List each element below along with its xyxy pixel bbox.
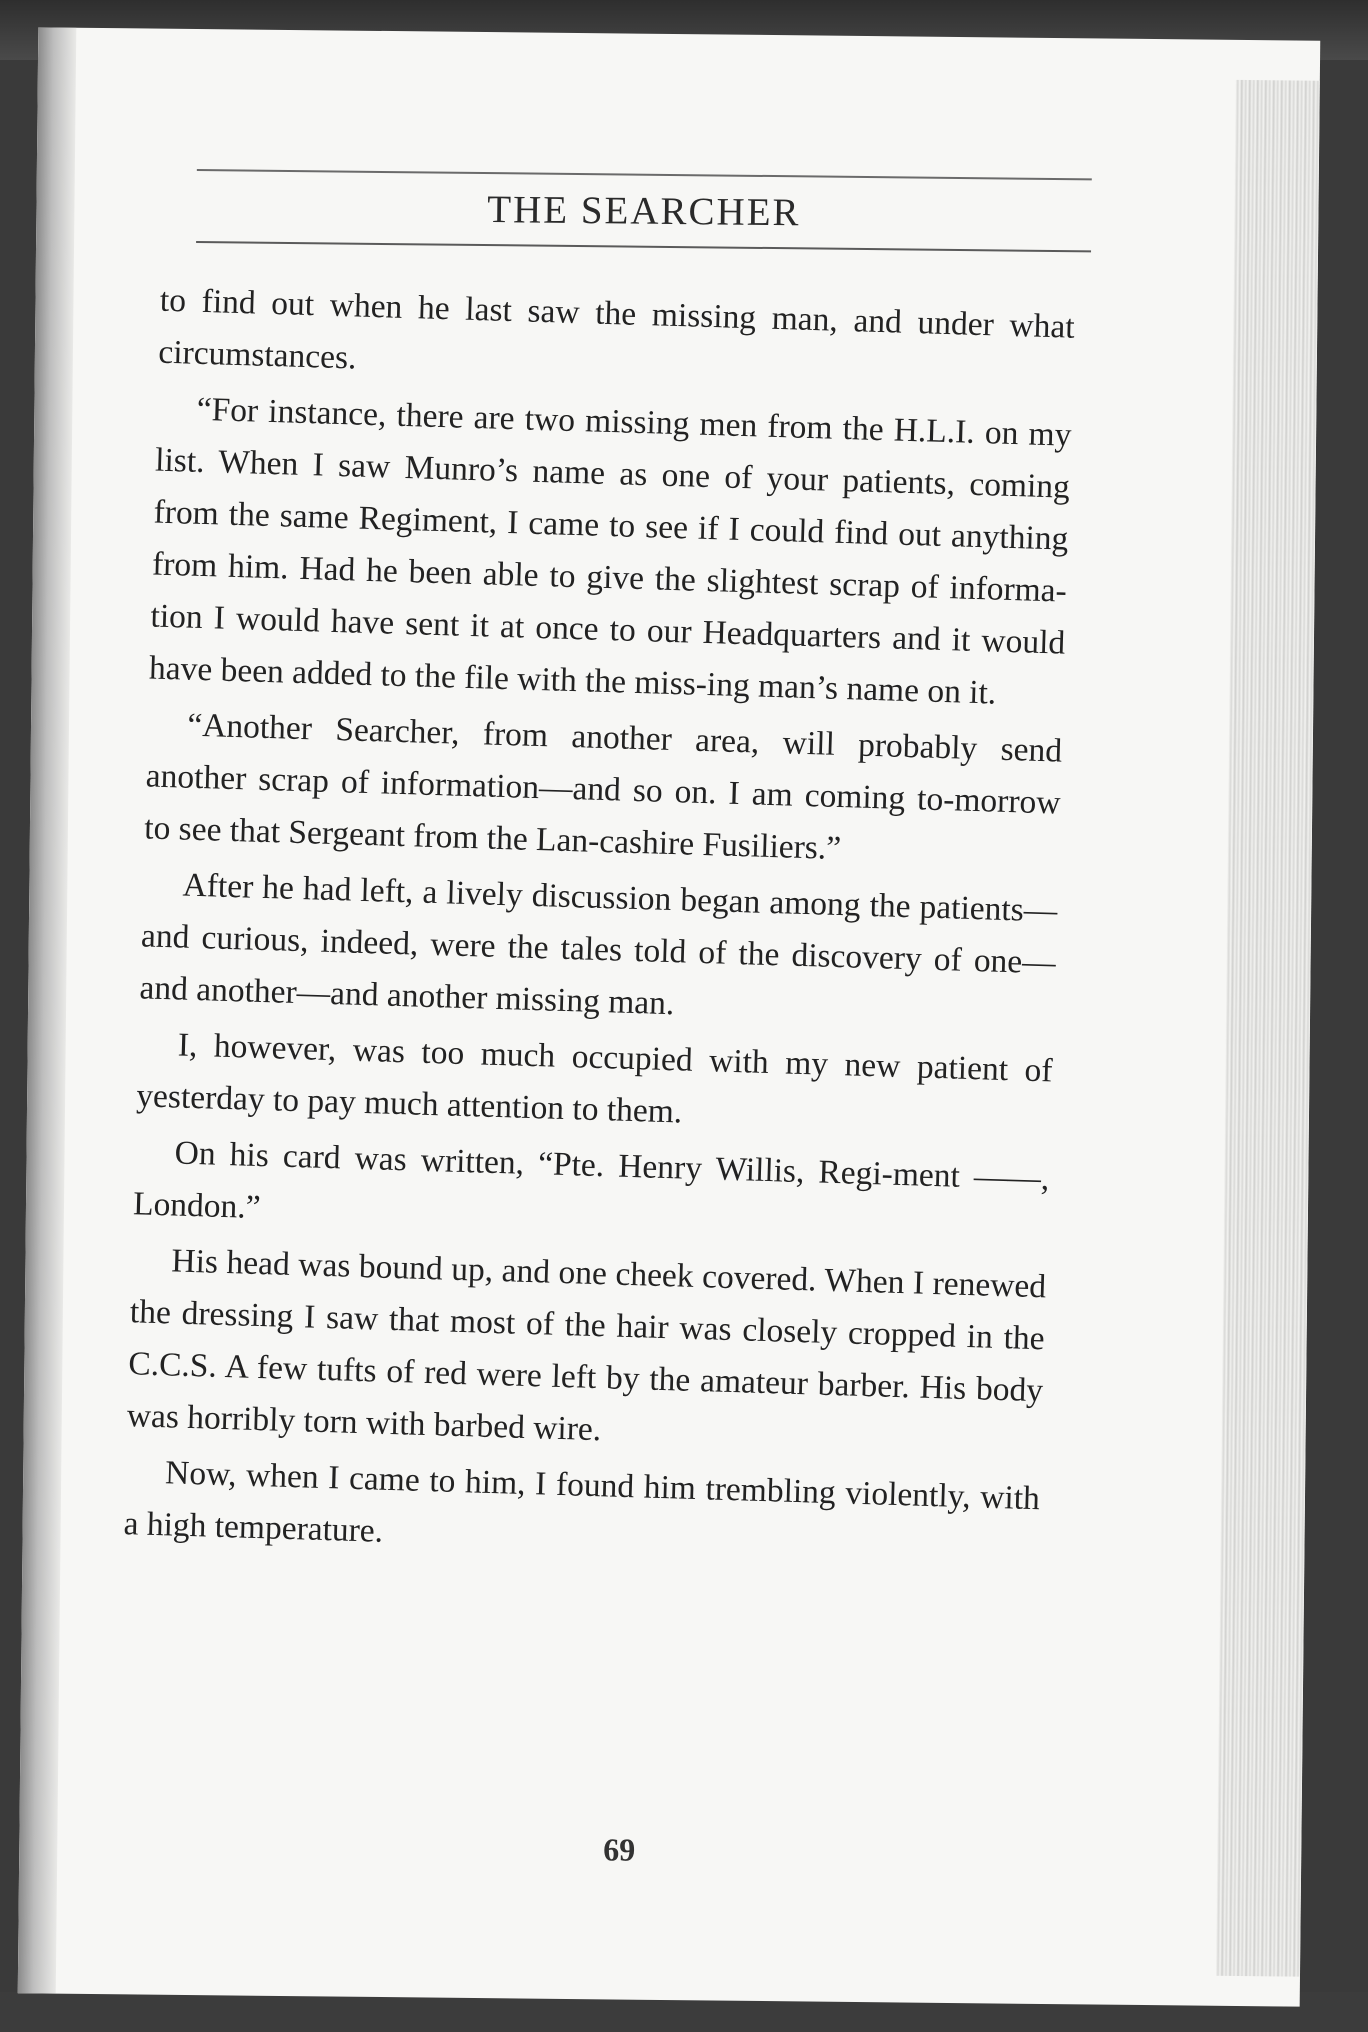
paragraph: “For instance, there are two missing men from the H.L.I. on my list. When I saw Munro’s name as one of your patients, coming from the same Regiment, I came to see if I could find out anything from him. Had he been able to give the slightest scrap of informa-tion I would have sent it at once to our Headquarters and it would have been added to the file with the miss-ing man’s name on it. bbox=[148, 390, 1072, 712]
header-rule-top bbox=[197, 169, 1092, 180]
paragraph: After he had left, a lively discussion began among the patients—and curious, indeed, were the tales told of the discovery of one—and another—and another missing man. bbox=[139, 866, 1058, 1023]
page-header bbox=[196, 169, 1092, 252]
paragraph: “Another Searcher, from another area, will probably send another scrap of information—and so on. I am coming to-morrow to see that Sergeant from the Lan-cashire Fusiliers.” bbox=[143, 706, 1063, 868]
paragraph: On his card was written, “Pte. Henry Willis, Regi-ment ——, London.” bbox=[132, 1134, 1050, 1227]
body-text bbox=[123, 275, 1075, 1578]
page-edges bbox=[1216, 80, 1320, 1977]
book-page bbox=[18, 27, 1321, 2006]
paragraph: Now, when I came to him, I found him trembling violently, with a high temperature. bbox=[123, 1454, 1041, 1550]
page-number: 69 bbox=[603, 1831, 636, 1868]
header-rule-bottom bbox=[196, 241, 1091, 252]
running-head: THE SEARCHER bbox=[487, 188, 801, 235]
paragraph: His head was bound up, and one cheek covered. When I renewed the dressing I saw that most of the hair was closely cropped in the C.C.S. A few tufts of red were left by the amateur barber. His body was horribly torn with barbed wire. bbox=[126, 1242, 1047, 1449]
paragraph: to find out when he last saw the missing man, and under what circumstances. bbox=[157, 281, 1076, 377]
paragraph: I, however, was too much occupied with my new patient of yesterday to pay much attention to them. bbox=[135, 1026, 1054, 1131]
book-gutter-shadow bbox=[18, 27, 77, 1993]
